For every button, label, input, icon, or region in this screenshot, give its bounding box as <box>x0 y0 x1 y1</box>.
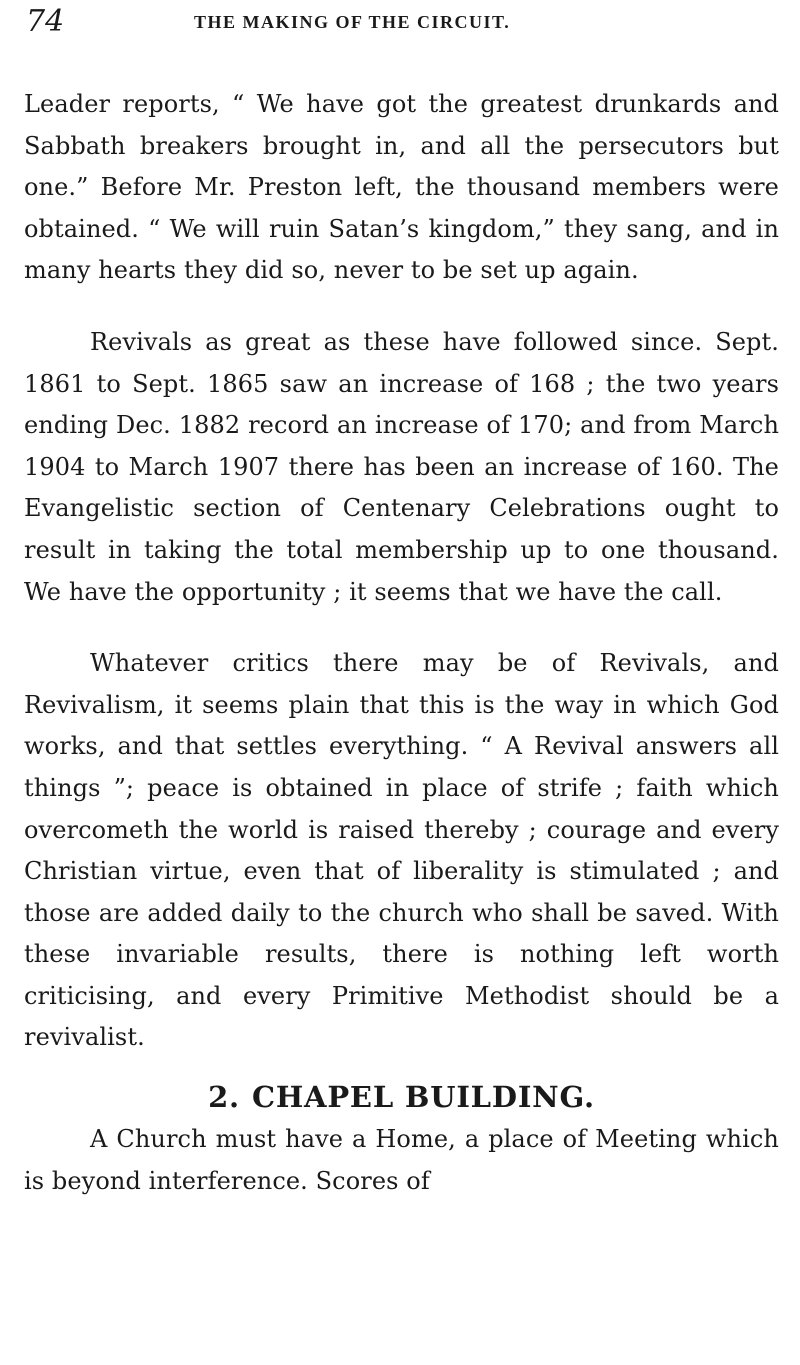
paragraph-gap <box>24 292 779 322</box>
section-heading <box>24 1075 779 1119</box>
section-number: 2. <box>208 1080 240 1115</box>
page-number: 74 <box>26 4 65 39</box>
running-title: THE MAKING OF THE CIRCUIT. <box>194 12 511 32</box>
body-text <box>24 84 779 1202</box>
paragraph-continuation: Leader reports, “ We have got the greatest drunkards and Sabbath breakers brought in, and all the persecutors but one.” Before Mr. Preston left, the thousand members were obtained. “ We will ruin Satan’s kingdom,” they sang, and in many hearts they did so, never to be set up again. <box>24 90 779 285</box>
paragraph-revivalism: Whatever critics there may be of Revivals, and Revivalism, it seems plain that this is the way in which God works, and that settles everything. “ A Revival answers all things ”; peace is obtained in place of strife ; faith which overcometh the world is raised thereby ; courage and every Christian virtue, even that of liberality is stimulated ; and those are added daily to the church who shall be saved. With these invariable results, there is nothing left worth criticising, and every Primitive Methodist should be a revivalist. <box>24 649 779 1052</box>
running-head <box>26 4 786 40</box>
heading-gap <box>24 1059 779 1075</box>
section-title: CHAPEL BUILDING. <box>251 1080 595 1115</box>
paragraph-chapel-building: A Church must have a Home, a place of Meeting which is beyond interference. Scores of <box>24 1125 779 1195</box>
paragraph-gap <box>24 613 779 643</box>
paragraph-revivals: Revivals as great as these have followed since. Sept. 1861 to Sept. 1865 saw an increase of 168 ; the two years ending Dec. 1882 record an increase of 170; and from March 1904 to March 1907 there has been an increase of 160. The Evangelistic section of Centenary Celebrations ought to result in taking the total membership up to one thousand. We have the opportunity ; it seems that we have the call. <box>24 327 779 606</box>
